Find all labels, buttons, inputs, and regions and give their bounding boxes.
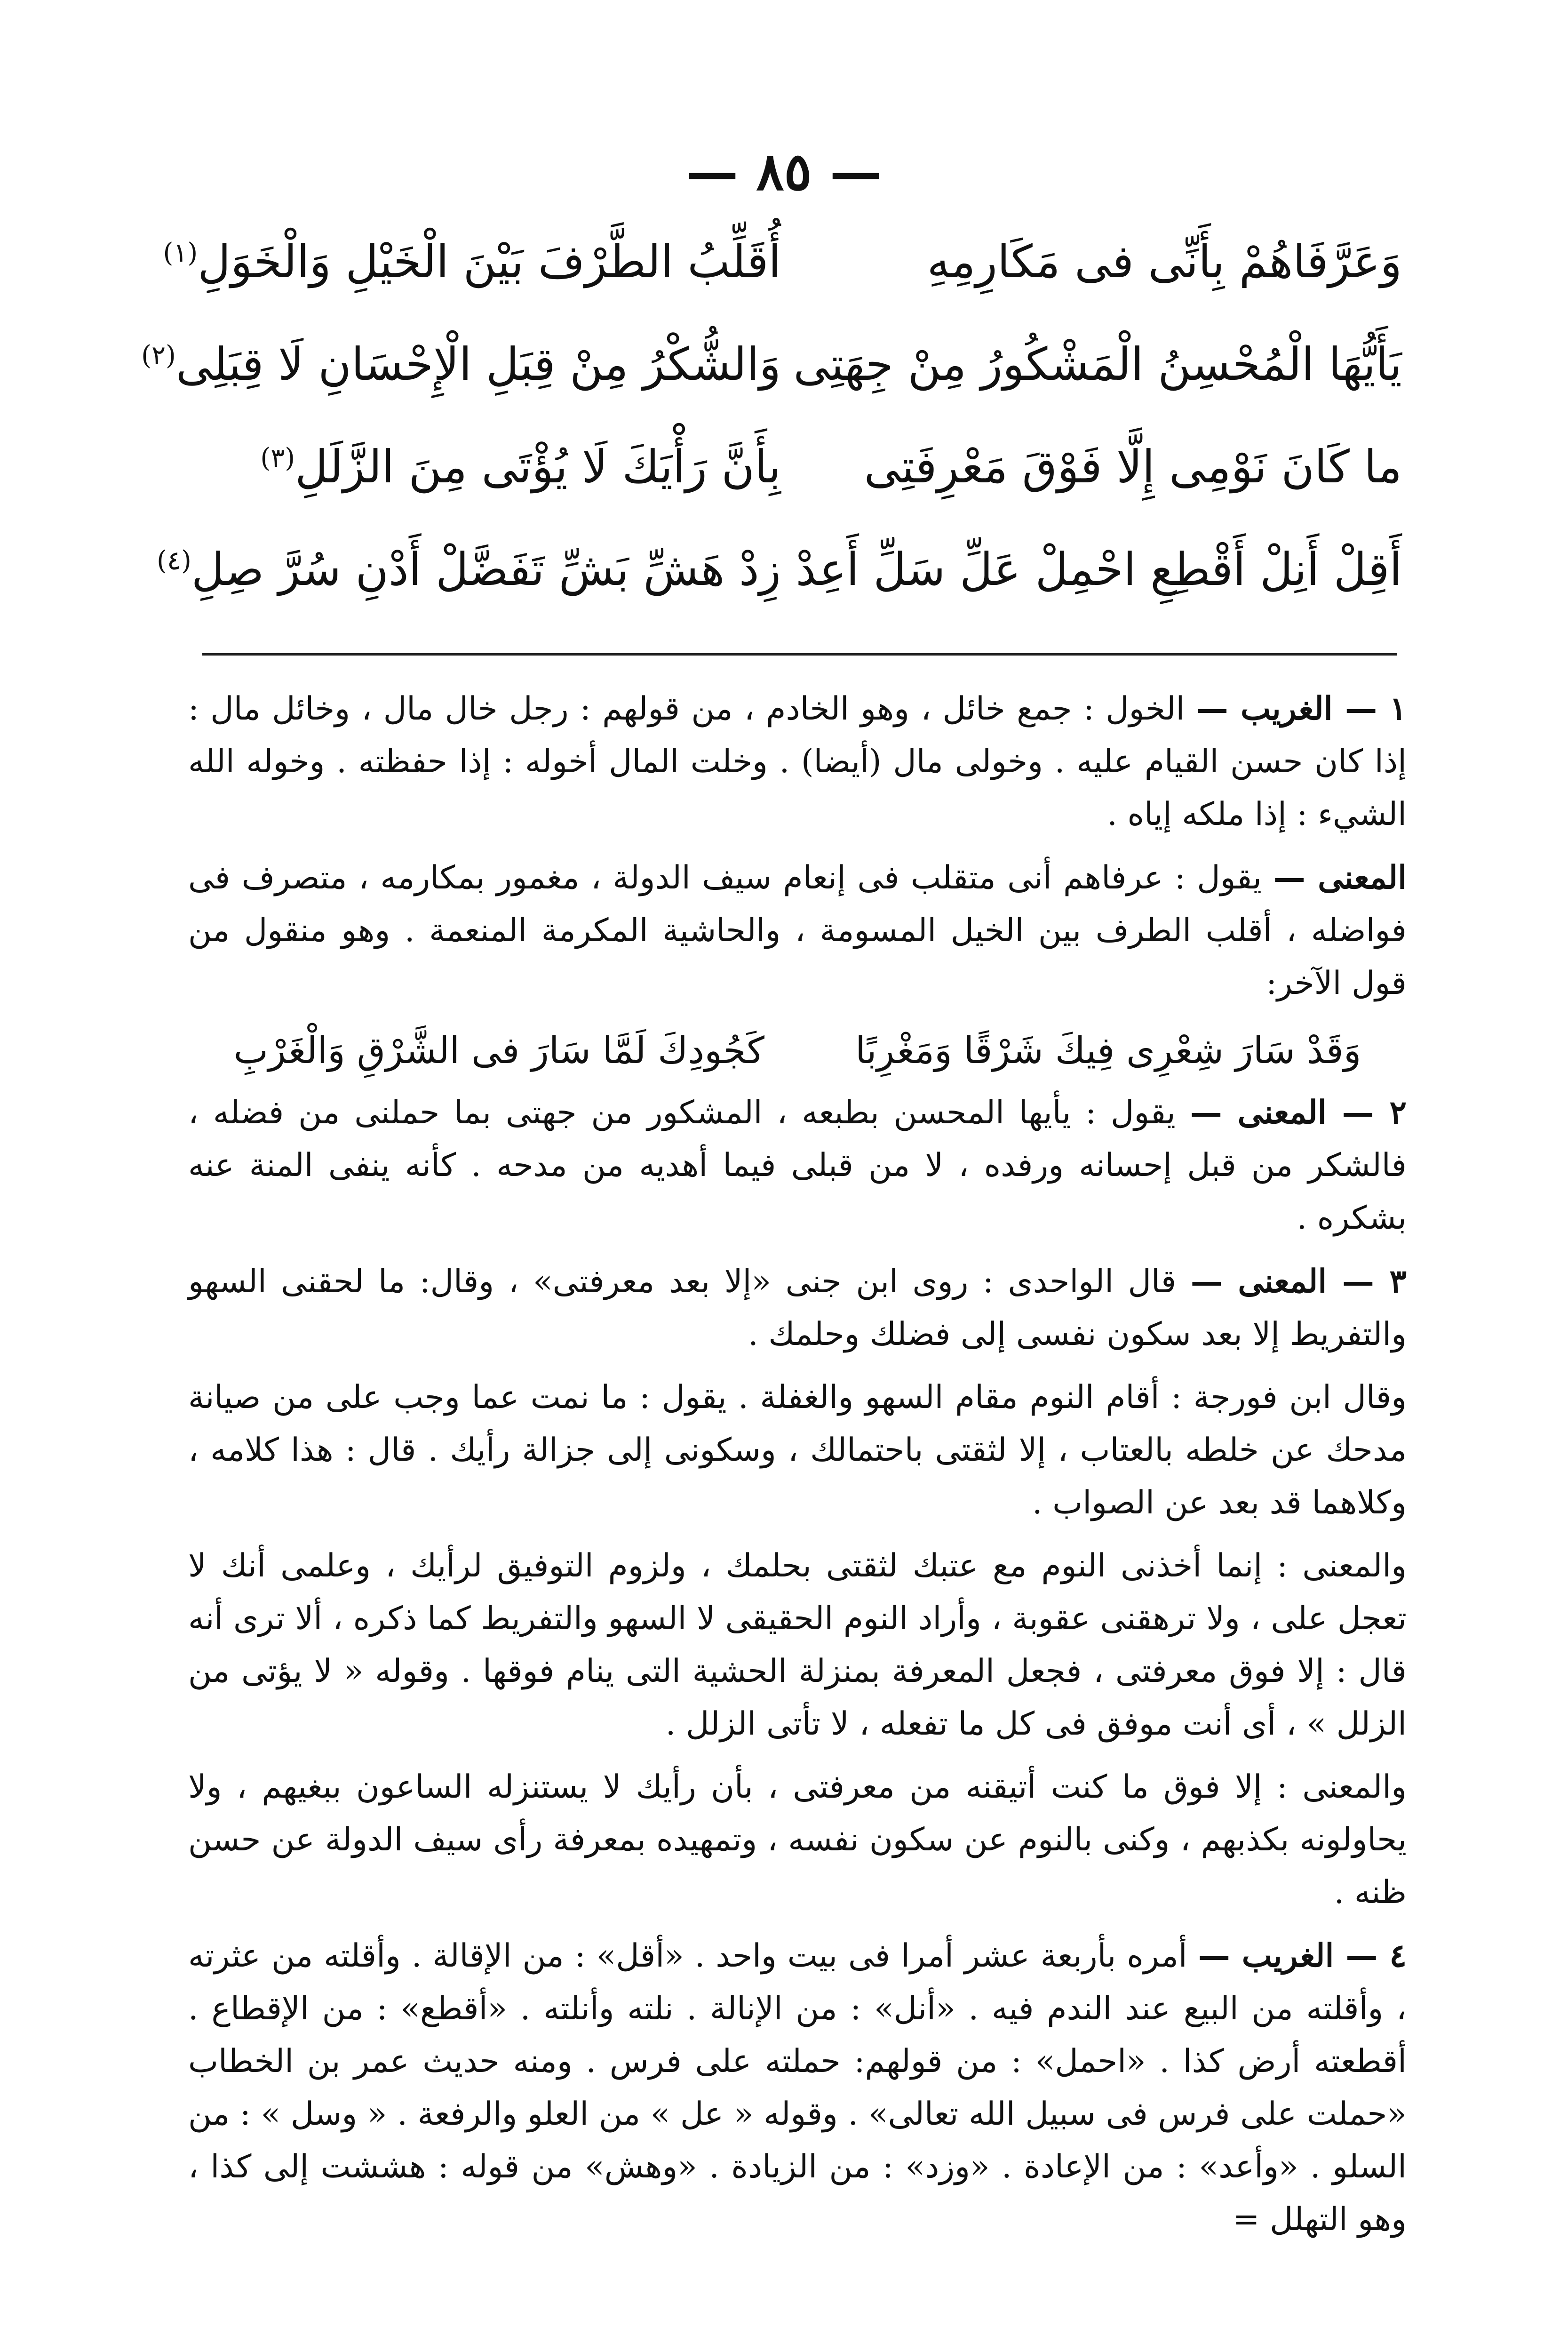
footnote-reference: (٢) xyxy=(141,340,176,371)
verse-first-hemistich: يَأَيُّهَا الْمُحْسِنُ الْمَشْكُورُ مِنْ جِهَتِى xyxy=(793,338,1402,391)
note-heading: ٣ — المعنى — xyxy=(1190,1263,1407,1300)
verse-second-hemistich xyxy=(163,235,781,288)
note-heading: ٤ — الغريب — xyxy=(1198,1937,1407,1975)
note-text: قال الواحدى : روى ابن جنى «إلا بعد معرفتى» ، وقال: ما لحقنى السهو والتفريط إلا بعد سكون نفسى إلى فضلك وحلمك . xyxy=(188,1263,1407,1353)
verse-first-hemistich: أَقِلْ أَنِلْ أَقْطِعِ احْمِلْ عَلِّ سَلِّ أَعِدْ xyxy=(796,543,1402,596)
note-text: الخول : جمع خائل ، وهو الخادم ، من قولهم : رجل خال مال ، وخائل مال : إذا كان حسن القيام عليه . وخولى مال (أيضا) . وخلت المال أخوله : إذا حفظته . وخوله الله الشيء : إذا ملكه إياه . xyxy=(188,690,1407,833)
note-paragraph xyxy=(188,1255,1407,1361)
note-text: يقول : عرفاهم أنى متقلب فى إنعام سيف الدولة ، مغمور بمكارمه ، متصرف فى فواضله ، أقلب الطرف بين الخيل المسومة ، والحاشية المكرمة المنعمة . وهو منقول من قول الآخر: xyxy=(188,859,1407,1002)
quoted-verse xyxy=(188,1020,1407,1081)
verse-row xyxy=(157,543,1402,646)
note-text: أمره بأربعة عشر أمرا فى بيت واحد . «أقل» : من الإقالة . وأقلته من عثرته ، وأقلته من البيع عند الندم فيه . «أنل» : من الإنالة . نلته وأنلته . «أقطع» : من الإقطاع . أقطعته أرض كذا . «احمل» : من قولهم: حملته على فرس . ومنه حديث عمر بن الخطاب «حملت على فرس فى سبيل الله تعالى» . وقوله « عل » من العلو والرفعة . « وسل » : من السلو . «وأعد» : من الإعادة . «وزد» : من الزيادة . «وهش» من قوله : هششت إلى كذا ، وهو التهلل = xyxy=(188,1937,1407,2238)
footnote-divider xyxy=(202,653,1397,656)
note-heading: ١ — الغريب — xyxy=(1196,690,1407,728)
verse-second-hemistich xyxy=(198,440,781,493)
note-heading: المعنى — xyxy=(1273,859,1407,896)
note-paragraph xyxy=(188,851,1407,1010)
verse-second-text: وَالشُّكْرُ مِنْ قِبَلِ الْإِحْسَانِ لَا قِبَلِى xyxy=(175,338,781,391)
verse-second-text: زِدْ هَشِّ بَشِّ تَفَضَّلْ أَدْنِ سُرَّ صِلِ xyxy=(191,543,781,596)
note-paragraph xyxy=(188,682,1407,841)
footnote-reference: (٣) xyxy=(260,443,295,473)
note-text: وقال ابن فورجة : أقام النوم مقام السهو والغفلة . يقول : ما نمت عما وجب على من صيانة مدحك عن خلطه بالعتاب ، إلا لثقتى باحتمالك ، وسكونى إلى جزالة رأيك . قال : هذا كلامه ، وكلاهما قد بعد عن الصواب . xyxy=(188,1379,1407,1521)
poem-verses xyxy=(141,235,1402,646)
verse-first-hemistich: وَعَرَّفَاهُمْ بِأَنِّى فى مَكَارِمِهِ xyxy=(927,235,1402,288)
commentary-notes xyxy=(188,682,1407,2256)
verse-second-hemistich xyxy=(157,543,781,596)
note-text: يقول : يأيها المحسن بطبعه ، المشكور من جهتى بما حملنى من فضله ، فالشكر من قبل إحسانه ورفده ، لا من قبلى فيما أهديه من مدحه . كأنه ينفى المنة عنه بشكره . xyxy=(188,1094,1407,1237)
verse-second-text: بِأَنَّ رَأْيَكَ لَا يُؤْتَى مِنَ الزَّلَلِ xyxy=(295,440,781,493)
note-paragraph xyxy=(188,1086,1407,1245)
quoted-verse-first: وَقَدْ سَارَ شِعْرِى فِيكَ شَرْقًا وَمَغْرِبًا xyxy=(855,1030,1361,1072)
verse-first-hemistich: ما كَانَ نَوْمِى إِلَّا فَوْقَ مَعْرِفَتِى xyxy=(864,440,1402,493)
note-text: والمعنى : إنما أخذنى النوم مع عتبك لثقتى بحلمك ، ولزوم التوفيق لرأيك ، وعلمى أنك لا تعجل على ، ولا ترهقنى عقوبة ، وأراد النوم الحقيقى لا السهو والتفريط كما ذكره ، ألا ترى أنه قال : إلا فوق معرفتى ، فجعل المعرفة بمنزلة الحشية التى ينام فوقها . وقوله « لا يؤتى من الزلل » ، أى أنت موفق فى كل ما تفعله ، لا تأتى الزلل . xyxy=(188,1547,1407,1743)
note-paragraph xyxy=(188,1371,1407,1529)
page-number: — ٨٥ — xyxy=(686,141,882,202)
verse-row xyxy=(141,338,1402,440)
quoted-verse-second: كَجُودِكَ لَمَّا سَارَ فى الشَّرْقِ وَالْغَرْبِ xyxy=(233,1030,764,1072)
note-heading: ٢ — المعنى — xyxy=(1190,1094,1407,1131)
footnote-reference: (١) xyxy=(163,238,198,268)
verse-row xyxy=(163,235,1402,338)
verse-second-hemistich xyxy=(141,338,781,391)
note-text: والمعنى : إلا فوق ما كنت أتيقنه من معرفتى ، بأن رأيك لا يستنزله الساعون ببغيهم ، ولا يحاولونه بكذبهم ، وكنى بالنوم عن سكون نفسه ، وتمهيده بمعرفة رأى سيف الدولة عن حسن ظنه . xyxy=(188,1768,1407,1911)
note-paragraph xyxy=(188,1540,1407,1751)
verse-row xyxy=(198,440,1402,543)
verse-second-text: أُقَلِّبُ الطَّرْفَ بَيْنَ الْخَيْلِ وَالْخَوَلِ xyxy=(198,235,781,288)
note-paragraph xyxy=(188,1761,1407,1919)
note-paragraph xyxy=(188,1929,1407,2246)
footnote-reference: (٤) xyxy=(157,545,191,576)
